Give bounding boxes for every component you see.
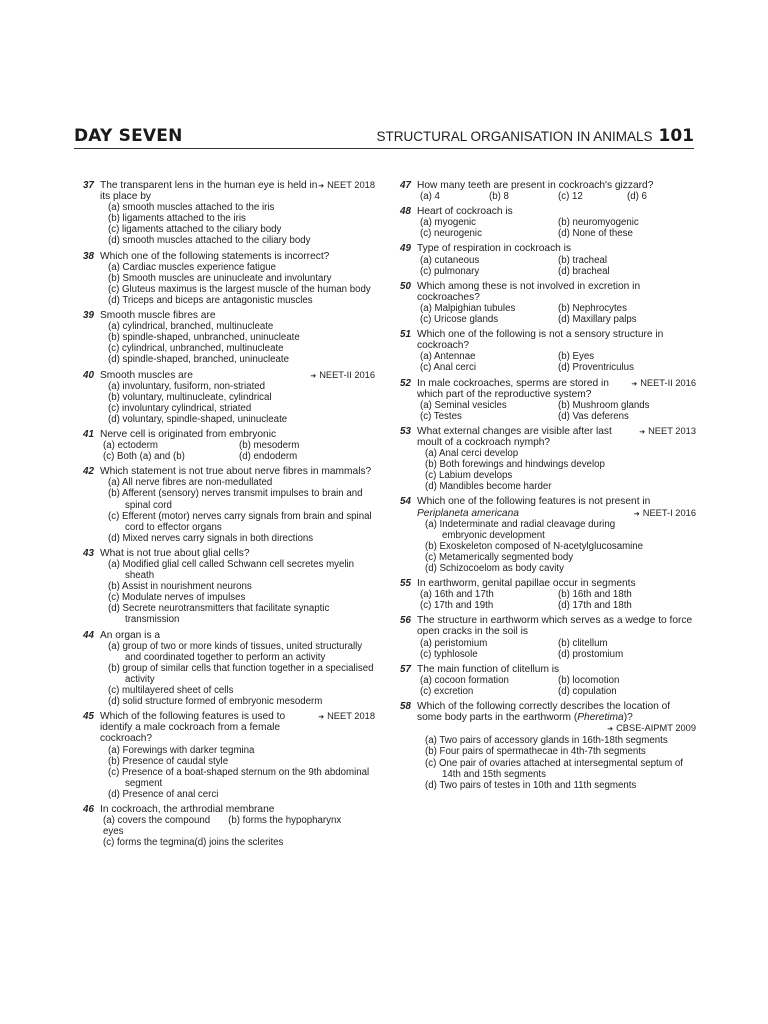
option: (a) covers the compound eyes	[103, 815, 211, 838]
option: (c) Testes	[420, 410, 462, 422]
question-text: In earthworm, genital papillae occur in segments	[417, 578, 636, 590]
question-text: The structure in earthworm which serves as a wedge to force open cracks in the soil is	[417, 615, 693, 638]
question-45: 45 ➔ NEET 2018 Which of the following features is used to identify a male cockroach from a female cockroach? (a) Forewings with darker tegmina (b) Presence of caudal style (c) Presence of a boat-shaped sternum on the 9th abdominal segment (d) Presence of anal cerci	[83, 711, 375, 800]
question-38: 38 Which one of the following statements is incorrect? (a) Cardiac muscles experience fatigue (b) Smooth muscles are uninucleate and involuntary (c) Gluteus maximus is the largest muscle of the human body (d) Triceps and biceps are antagonistic muscles	[83, 251, 375, 306]
option: (d) Triceps and biceps are antagonistic muscles	[108, 294, 313, 306]
exam-tag: ➔ NEET 2018	[318, 711, 375, 723]
option: (b) mesoderm	[239, 440, 300, 452]
option: (d) smooth muscles attached to the ciliary body	[108, 235, 311, 247]
option: (d) Secrete neurotransmitters that facilitate synaptic transmission	[108, 603, 330, 626]
right-column	[400, 180, 696, 795]
question-39: 39 Smooth muscle fibres are (a) cylindrical, branched, multinucleate (b) spindle-shaped, unbranched, uninucleate (c) cylindrical, unbranched, multinucleate (d) spindle-shaped, branched, uninucleate	[83, 310, 375, 365]
option: (c) Both (a) and (b)	[103, 451, 185, 463]
option: (c) multilayered sheet of cells	[108, 685, 234, 697]
option: (b) clitellum	[558, 637, 608, 649]
question-text: Which among these is not involved in excretion in cockroaches?	[417, 280, 641, 303]
question-43: 43 What is not true about glial cells? (a) Modified glial cell called Schwann cell secretes myelin sheath (b) Assist in nourishment neurons (c) Modulate nerves of impulses (d) Secrete neurotransmitters that facilitate synaptic transmission	[83, 548, 375, 626]
question-text: ➔ NEET 2013 What external changes are visible after last moult of a cockroach nymph?	[417, 426, 696, 448]
option: (b) forms the hypopharynx	[228, 815, 342, 827]
option: (c) Modulate nerves of impulses	[108, 592, 246, 604]
question-text: Which one of the following features is not present in ➔ NEET-I 2016 Periplaneta americana	[417, 496, 696, 518]
option: (b) locomotion	[558, 674, 620, 686]
options-grid	[420, 675, 696, 697]
option: (a) Anal cerci develop	[425, 448, 519, 460]
option: (a) 16th and 17th	[420, 589, 494, 601]
question-54: 54 Which one of the following features is not present in ➔ NEET-I 2016 Periplaneta americana (a) Indeterminate and radial cleavage during embryonic development (b) Exoskeleton composed of N-acetylglucosamine (c) Metamerically segmented body (d) Schizocoelom as body cavity	[400, 496, 696, 574]
option: (b) Eyes	[558, 351, 595, 363]
question-text: How many teeth are present in cockroach's gizzard?	[417, 180, 654, 191]
option: (d) Two pairs of testes in 10th and 11th segments	[425, 779, 637, 791]
question-49: 49 Type of respiration in cockroach is (a) cutaneous (b) tracheal (c) pulmonary (d) bracheal	[400, 243, 696, 276]
option: (c) Presence of a boat-shaped sternum on the 9th abdominal segment	[108, 766, 370, 789]
option: (b) 16th and 18th	[558, 589, 632, 601]
options-grid	[420, 217, 696, 239]
option: (a) Indeterminate and radial cleavage during embryonic development	[425, 518, 616, 541]
option: (b) group of similar cells that function together in a specialised activity	[108, 662, 374, 685]
options-grid	[420, 351, 696, 373]
option: (b) Four pairs of spermathecae in 4th-7th segments	[425, 746, 646, 758]
question-text: ➔ NEET-II 2016 Smooth muscles are	[100, 370, 375, 381]
option: (c) 17th and 19th	[420, 600, 494, 612]
question-text: Which statement is not true about nerve fibres in mammals?	[100, 466, 372, 478]
question-51: 51 Which one of the following is not a sensory structure in cockroach? (a) Antennae (b) Eyes (c) Anal cerci (d) Proventriculus	[400, 329, 696, 373]
option: (c) Uricose glands	[420, 314, 499, 326]
option: (a) 4	[420, 191, 440, 203]
option: (c) Anal cerci	[420, 362, 476, 374]
option: (d) prostomium	[558, 648, 624, 660]
option: (d) Mandibles become harder	[425, 481, 552, 493]
option: (c) 12	[558, 191, 583, 203]
question-47: 47 How many teeth are present in cockroach's gizzard? (a) 4 (b) 8 (c) 12 (d) 6	[400, 180, 696, 202]
question-text: In cockroach, the arthrodial membrane	[100, 803, 275, 815]
option: (b) Afferent (sensory) nerves transmit impulses to brain and spinal cord	[108, 488, 363, 511]
option: (b) Smooth muscles are uninucleate and involuntary	[108, 272, 332, 284]
option: (a) Modified glial cell called Schwann cell secretes myelin sheath	[108, 559, 355, 582]
options-grid	[420, 255, 696, 277]
question-text: ➔ NEET 2018 The transparent lens in the human eye is held in its place by	[100, 180, 375, 202]
question-37: 37 ➔ NEET 2018 The transparent lens in the human eye is held in its place by (a) smooth muscles attached to the iris (b) ligaments attached to the iris (c) ligaments attached to the ciliary body (d) smooth muscles attached to the ciliary body	[83, 180, 375, 247]
option: (d) Schizocoelom as body cavity	[425, 563, 564, 574]
question-text: An organ is a	[100, 629, 161, 641]
option: (a) cutaneous	[420, 254, 480, 266]
exam-tag: ➔ NEET-II 2016	[310, 370, 375, 382]
option: (b) ligaments attached to the iris	[108, 213, 246, 225]
option: (b) Mushroom glands	[558, 399, 650, 411]
option: (a) myogenic	[420, 217, 476, 229]
option: (a) peristomium	[420, 637, 488, 649]
option: (d) endoderm	[239, 451, 298, 463]
option: (d) spindle-shaped, branched, uninucleate	[108, 354, 289, 366]
question-41: 41 Nerve cell is originated from embryonic (a) ectoderm (b) mesoderm (c) Both (a) and (b) (d) endoderm	[83, 429, 375, 462]
option: (a) Forewings with darker tegmina	[108, 744, 255, 756]
option: (a) smooth muscles attached to the iris	[108, 202, 275, 214]
question-53: 53 ➔ NEET 2013 What external changes are visible after last moult of a cockroach nymph? (a) Anal cerci develop (b) Both forewings and hindwings develop (c) Labium develops (d) Mandibles become harder	[400, 426, 696, 493]
question-text: Which one of the following statements is incorrect?	[100, 250, 330, 262]
option: (d) Presence of anal cerci	[108, 788, 219, 800]
exam-tag: ➔ NEET-I 2016	[634, 508, 696, 520]
option: (c) forms the tegmina	[103, 837, 195, 849]
question-58: 58 Which of the following correctly describes the location of some body parts in the earthworm (Pheretima)? ➔ CBSE-AIPMT 2009 (a) Two pairs of accessory glands in 16th-18th segments (b) Four pairs of spermathecae in 4th-7th segments (c) One pair of ovaries attached at intersegmental septum of 14th and 15th segments (d) Two pairs of testes in 10th and 11th segments	[400, 701, 696, 791]
left-column	[83, 180, 375, 852]
option: (d) joins the sclerites	[194, 837, 284, 849]
question-56: 56 The structure in earthworm which serves as a wedge to force open cracks in the soil is (a) peristomium (b) clitellum (c) typhlosole (d) prostomium	[400, 615, 696, 659]
exam-tag: ➔ NEET 2013	[639, 426, 696, 438]
option: (b) Presence of caudal style	[108, 755, 229, 767]
page-number: 101	[658, 126, 694, 146]
question-text: ➔ NEET-II 2016 In male cockroaches, sperms are stored in which part of the reproductive system?	[417, 378, 696, 400]
exam-tag: ➔ NEET-II 2016	[631, 378, 696, 390]
option: (a) Seminal vesicles	[420, 399, 507, 411]
option: (a) cocoon formation	[420, 674, 509, 686]
question-55: 55 In earthworm, genital papillae occur in segments (a) 16th and 17th (b) 16th and 18th (c) 17th and 19th (d) 17th and 18th	[400, 578, 696, 611]
option: (c) cylindrical, unbranched, multinucleate	[108, 343, 284, 355]
question-text: What is not true about glial cells?	[100, 547, 250, 559]
page-header	[74, 124, 694, 149]
option: (b) Exoskeleton composed of N-acetylglucosamine	[425, 540, 644, 552]
option: (b) Nephrocytes	[558, 302, 627, 314]
question-text: Which one of the following is not a sensory structure in cockroach?	[417, 329, 664, 352]
question-text: Nerve cell is originated from embryonic	[100, 428, 277, 440]
option: (b) Both forewings and hindwings develop	[425, 459, 605, 471]
option: (a) cylindrical, branched, multinucleate	[108, 321, 274, 333]
question-text: Smooth muscle fibres are	[100, 310, 216, 322]
exam-tag: ➔ NEET 2018	[318, 180, 375, 192]
question-46: 46 In cockroach, the arthrodial membrane (a) covers the compound eyes (b) forms the hypopharynx (c) forms the tegmina (d) joins the sclerites	[83, 804, 375, 848]
exam-tag: ➔ CBSE-AIPMT 2009	[607, 723, 696, 733]
option: (d) Proventriculus	[558, 362, 634, 374]
option: (b) spindle-shaped, unbranched, uninucleate	[108, 332, 300, 344]
option: (a) ectoderm	[103, 440, 158, 452]
options-grid	[420, 303, 696, 325]
question-42: 42 Which statement is not true about nerve fibres in mammals? (a) All nerve fibres are non-medullated (b) Afferent (sensory) nerves transmit impulses to brain and spinal cord (c) Efferent (motor) nerves carry signals from brain and spinal cord to effector organs (d) Mixed nerves carry signals in both directions	[83, 466, 375, 544]
option: (c) neurogenic	[420, 228, 482, 240]
options-grid	[420, 589, 696, 611]
option: (a) Malpighian tubules	[420, 302, 516, 314]
question-44: 44 An organ is a (a) group of two or more kinds of tissues, united structurally and coordinated together to perform an activity (b) group of similar cells that function together in a specialised activity (c) multilayered sheet of cells (d) solid structure formed of embryonic mesoderm	[83, 629, 374, 708]
option: (b) neuromyogenic	[558, 217, 639, 229]
question-text: Which of the following correctly describes the location of some body parts in the earthworm (Pheretima)? ➔ CBSE-AIPMT 2009	[417, 701, 696, 735]
option: (d) Maxillary palps	[558, 314, 637, 326]
question-50: 50 Which among these is not involved in excretion in cockroaches? (a) Malpighian tubules (b) Nephrocytes (c) Uricose glands (d) Maxillary palps	[400, 281, 696, 325]
option: (c) pulmonary	[420, 265, 480, 277]
option: (c) involuntary cylindrical, striated	[108, 402, 252, 414]
question-text: The main function of clitellum is	[417, 663, 560, 675]
option: (a) involuntary, fusiform, non-striated	[108, 380, 266, 392]
option: (b) tracheal	[558, 254, 607, 266]
chapter-title: DAY SEVEN	[74, 126, 183, 146]
option: (a) group of two or more kinds of tissues, united structurally and coordinated together to perform an activity	[108, 640, 363, 663]
option: (a) Antennae	[420, 351, 476, 363]
option: (c) One pair of ovaries attached at intersegmental septum of 14th and 15th segments	[425, 757, 683, 780]
option: (d) 6	[627, 191, 647, 203]
options-grid	[103, 815, 375, 848]
options-grid	[420, 638, 696, 660]
options-grid	[420, 400, 696, 422]
option: (d) solid structure formed of embryonic mesoderm	[108, 696, 323, 708]
option: (b) Assist in nourishment neurons	[108, 581, 252, 593]
section-title: STRUCTURAL ORGANISATION IN ANIMALS 101	[376, 126, 694, 146]
options-grid	[103, 440, 375, 462]
question-40: 40 ➔ NEET-II 2016 Smooth muscles are (a) involuntary, fusiform, non-striated (b) voluntary, multinucleate, cylindrical (c) involuntary cylindrical, striated (d) voluntary, spindle-shaped, uninucleate	[83, 370, 375, 425]
option: (c) Labium develops	[425, 470, 513, 482]
option: (d) copulation	[558, 685, 617, 697]
question-text: Type of respiration in cockroach is	[417, 243, 572, 255]
option: (b) 8	[489, 191, 509, 203]
option: (d) Vas deferens	[558, 410, 629, 422]
question-57: 57 The main function of clitellum is (a) cocoon formation (b) locomotion (c) excretion (d) copulation	[400, 664, 696, 697]
option: (c) ligaments attached to the ciliary body	[108, 224, 282, 236]
option: (a) Cardiac muscles experience fatigue	[108, 261, 276, 273]
options-grid	[420, 191, 696, 202]
question-52: 52 ➔ NEET-II 2016 In male cockroaches, sperms are stored in which part of the reproductive system? (a) Seminal vesicles (b) Mushroom glands (c) Testes (d) Vas deferens	[400, 378, 696, 422]
option: (d) bracheal	[558, 265, 610, 277]
option: (a) All nerve fibres are non-medullated	[108, 477, 273, 489]
option: (c) typhlosole	[420, 648, 478, 660]
option: (d) 17th and 18th	[558, 600, 632, 612]
option: (a) Two pairs of accessory glands in 16th-18th segments	[425, 735, 668, 747]
option: (d) voluntary, spindle-shaped, uninucleate	[108, 413, 288, 425]
option: (d) Mixed nerves carry signals in both directions	[108, 532, 314, 544]
question-text: ➔ NEET 2018 Which of the following features is used to identify a male cockroach from a female cockroach?	[100, 711, 375, 744]
option: (b) voluntary, multinucleate, cylindrical	[108, 391, 272, 403]
option: (c) Efferent (motor) nerves carry signals from brain and spinal cord to effector organs	[108, 510, 372, 533]
question-text: Heart of cockroach is	[417, 206, 513, 218]
option: (c) Metamerically segmented body	[425, 551, 574, 563]
option: (c) Gluteus maximus is the largest muscle of the human body	[108, 283, 371, 295]
option: (c) excretion	[420, 685, 474, 697]
option: (d) None of these	[558, 228, 633, 240]
question-48: 48 Heart of cockroach is (a) myogenic (b) neuromyogenic (c) neurogenic (d) None of these	[400, 206, 696, 239]
